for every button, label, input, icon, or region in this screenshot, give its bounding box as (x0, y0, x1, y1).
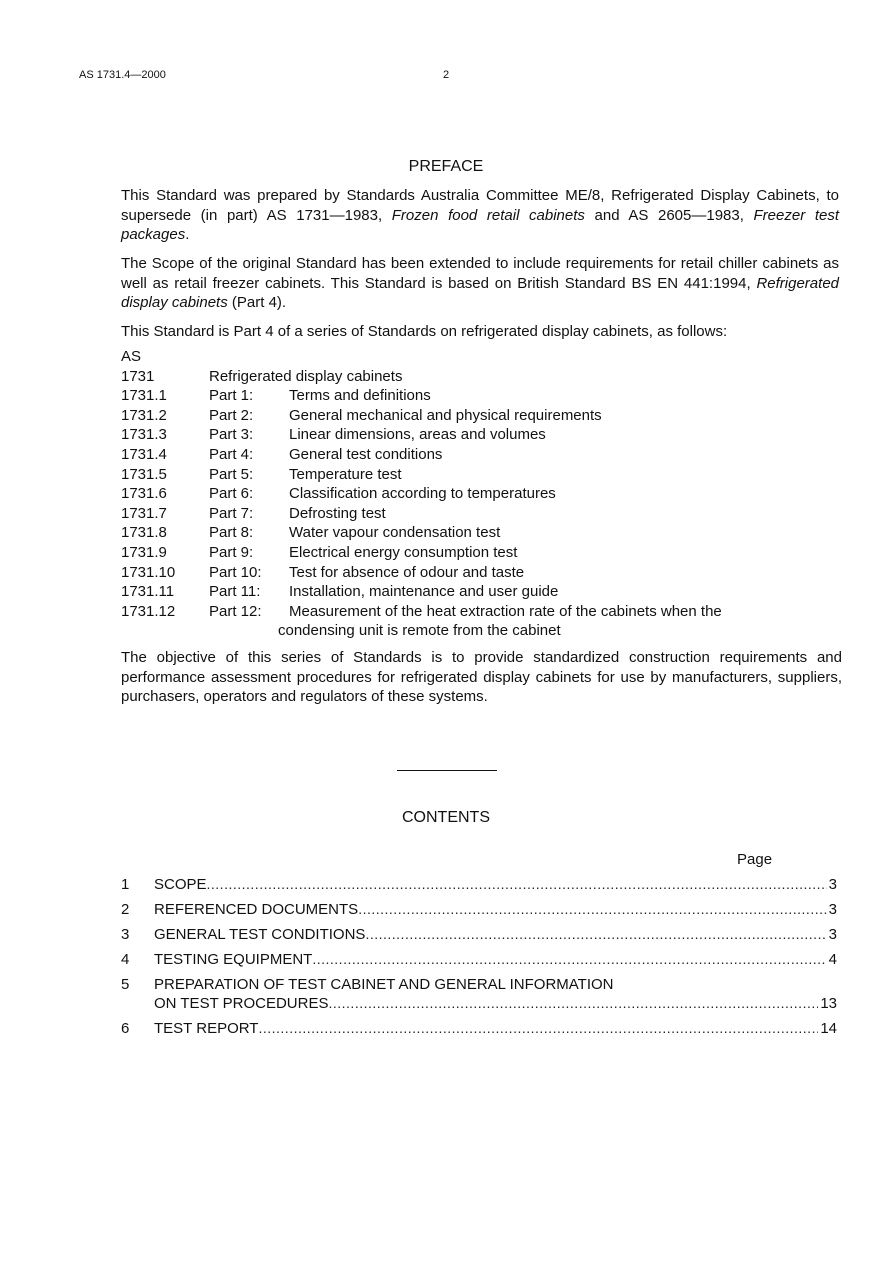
running-header-standard: AS 1731.4—2000 (79, 69, 166, 81)
leader-dots (365, 925, 826, 944)
series-label: AS (121, 348, 142, 365)
leader-dots (358, 900, 826, 919)
toc-page-number: 4 (828, 951, 837, 968)
list-item: 1731.4 Part 4: General test conditions (121, 445, 443, 463)
series-title: Refrigerated display cabinets (209, 367, 403, 385)
leader-dots (312, 950, 826, 969)
preface-paragraph-2: The Scope of the original Standard has been extended to include requirements for retail chiller cabinets as well as retail freezer cabinets. This Standard is based on British Standard BS EN 441:1994, Refrigerated display cabinets (Part 4). (121, 255, 839, 311)
list-item: 1731.5 Part 5: Temperature test (121, 465, 402, 483)
toc-entry-scope[interactable]: 1 SCOPE ..... 3 (121, 875, 837, 894)
contents-title: CONTENTS (402, 809, 490, 826)
toc-page-number: 14 (820, 1020, 837, 1037)
toc-entry-testing-equipment[interactable]: 4 TESTING EQUIPMENT ..... 4 (121, 950, 837, 969)
toc-entry-preparation[interactable]: 5 PREPARATION OF TEST CABINET AND GENERAL INFORMATION ON TEST PROCEDURES ..... 13 (121, 975, 837, 1013)
list-item: 1731.2 Part 2: General mechanical and physical requirements (121, 406, 602, 424)
list-item: 1731.9 Part 9: Electrical energy consumption test (121, 543, 518, 561)
toc-page-number: 3 (828, 926, 837, 943)
series-list (121, 347, 841, 641)
preface-title: PREFACE (408, 158, 484, 175)
series-number: 1731 (121, 367, 155, 385)
list-item: 1731.8 Part 8: Water vapour condensation test (121, 524, 501, 542)
preface-paragraph-1: This Standard was prepared by Standards Australia Committee ME/8, Refrigerated Display Cabinets, to supersede (in part) AS 1731—1983, Frozen food retail cabinets and AS 2605—1983, Freezer test packages. (121, 187, 839, 243)
toc-page-number: 13 (820, 995, 837, 1012)
preface-paragraph-4: The objective of this series of Standards is to provide standardized construction requirements and performance assessment procedures for refrigerated display cabinets for use by manufacturers, suppliers, purchasers, operators and regulators of these systems. (121, 649, 842, 705)
toc-entry-general-test-conditions[interactable]: 3 GENERAL TEST CONDITIONS ..... 3 (121, 925, 837, 944)
toc-entry-test-report[interactable]: 6 TEST REPORT ..... 14 (121, 1019, 837, 1038)
preface-paragraph-3: This Standard is Part 4 of a series of Standards on refrigerated display cabinets, as follows: (121, 323, 728, 340)
list-item: 1731.3 Part 3: Linear dimensions, areas and volumes (121, 426, 546, 444)
leader-dots (328, 994, 818, 1013)
list-item-continuation: condensing unit is remote from the cabinet (278, 622, 561, 640)
toc-page-number: 3 (828, 901, 837, 918)
list-item: 1731.11 Part 11: Installation, maintenance and user guide (121, 583, 559, 601)
list-item: 1731.1 Part 1: Terms and definitions (121, 387, 431, 405)
leader-dots (258, 1019, 818, 1038)
toc-page-number: 3 (828, 876, 837, 893)
page-number: 2 (443, 69, 450, 81)
contents-page-label: Page (737, 851, 773, 868)
list-item: 1731.12 Part 12: Measurement of the heat extraction rate of the cabinets when the (121, 602, 722, 620)
leader-dots (207, 875, 827, 894)
section-divider (397, 770, 497, 771)
toc-entry-referenced-documents[interactable]: 2 REFERENCED DOCUMENTS ..... 3 (121, 900, 837, 919)
list-item: 1731.7 Part 7: Defrosting test (121, 504, 386, 522)
list-item: 1731.6 Part 6: Classification according to temperatures (121, 485, 556, 503)
series-heading (121, 367, 841, 387)
list-item: 1731.10 Part 10: Test for absence of odour and taste (121, 563, 525, 581)
